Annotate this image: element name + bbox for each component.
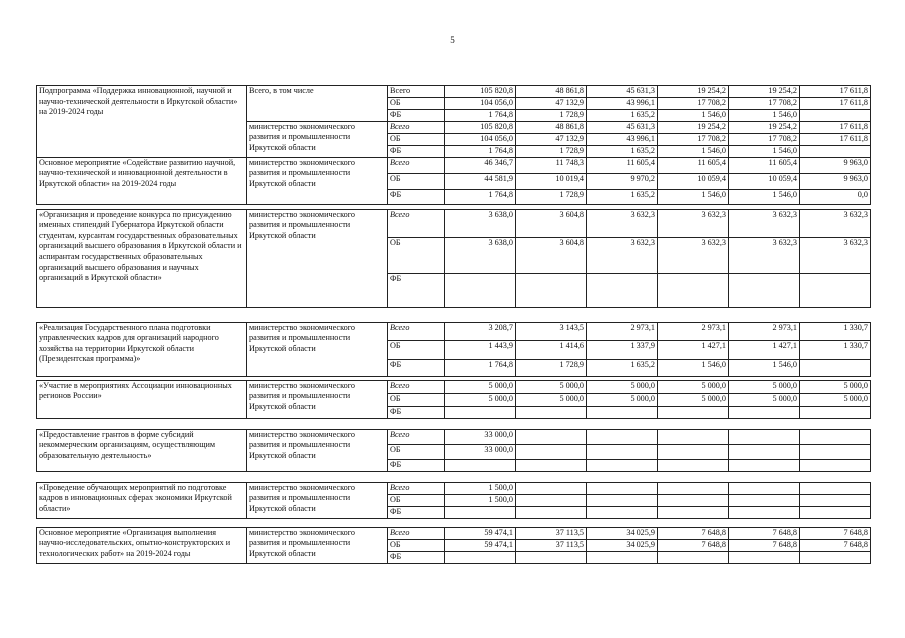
source-ob-label: ОБ bbox=[388, 444, 445, 459]
funding-value: 5 000,0 bbox=[658, 380, 729, 393]
funding-value: 3 208,7 bbox=[445, 322, 516, 340]
funding-value: 1 764,8 bbox=[445, 359, 516, 376]
funding-value bbox=[516, 494, 587, 506]
funding-value: 3 604,8 bbox=[516, 237, 587, 273]
funding-value: 37 113,5 bbox=[516, 539, 587, 551]
funding-value: 1 546,0 bbox=[729, 110, 800, 122]
funding-value: 17 611,8 bbox=[800, 98, 871, 110]
source-ob-label: ОБ bbox=[388, 237, 445, 273]
funding-value: 19 254,2 bbox=[729, 86, 800, 98]
funding-value bbox=[587, 444, 658, 459]
source-fb-label: ФБ bbox=[388, 359, 445, 376]
table-row bbox=[37, 482, 871, 494]
funding-value: 3 632,3 bbox=[587, 209, 658, 237]
funding-value bbox=[445, 406, 516, 418]
funding-value: 0,0 bbox=[800, 189, 871, 204]
program-name: «Реализация Государственного плана подготовки управленческих кадров для организаций народного хозяйства на территории Иркутской области (Президентская программа)» bbox=[37, 322, 247, 376]
funding-value bbox=[516, 429, 587, 444]
funding-value: 3 632,3 bbox=[658, 209, 729, 237]
funding-value: 5 000,0 bbox=[729, 380, 800, 393]
funding-value: 37 113,5 bbox=[516, 527, 587, 539]
funding-value: 48 861,8 bbox=[516, 86, 587, 98]
table-row bbox=[37, 209, 871, 237]
table-spacer-row bbox=[37, 471, 871, 482]
funding-value bbox=[658, 482, 729, 494]
source-ob-label: ОБ bbox=[388, 173, 445, 189]
source-total-label: Всего bbox=[388, 121, 445, 133]
funding-value bbox=[445, 551, 516, 563]
funding-value: 1 546,0 bbox=[658, 189, 729, 204]
funding-value: 1 427,1 bbox=[658, 340, 729, 359]
funding-value: 1 500,0 bbox=[445, 482, 516, 494]
funding-value: 5 000,0 bbox=[587, 393, 658, 406]
funding-value: 7 648,8 bbox=[729, 539, 800, 551]
source-ob-label: ОБ bbox=[388, 393, 445, 406]
source-fb-label: ФБ bbox=[388, 145, 445, 157]
funding-value: 1 427,1 bbox=[729, 340, 800, 359]
funding-value bbox=[800, 406, 871, 418]
executor-name: министерство экономического развития и промышленности Иркутской области bbox=[247, 157, 388, 204]
funding-value bbox=[800, 506, 871, 518]
funding-value: 2 973,1 bbox=[729, 322, 800, 340]
funding-value: 33 000,0 bbox=[445, 429, 516, 444]
funding-value: 1 330,7 bbox=[800, 322, 871, 340]
funding-value: 2 973,1 bbox=[658, 322, 729, 340]
source-total-label: Всего bbox=[388, 482, 445, 494]
funding-value bbox=[658, 459, 729, 471]
table-spacer-cell bbox=[37, 518, 871, 527]
funding-value bbox=[516, 406, 587, 418]
funding-value: 1 728,9 bbox=[516, 189, 587, 204]
funding-value: 5 000,0 bbox=[729, 393, 800, 406]
source-ob-label: ОБ bbox=[388, 98, 445, 110]
funding-value: 1 500,0 bbox=[445, 494, 516, 506]
funding-value bbox=[729, 494, 800, 506]
funding-value bbox=[658, 551, 729, 563]
funding-value: 5 000,0 bbox=[516, 393, 587, 406]
funding-value bbox=[800, 459, 871, 471]
funding-value bbox=[516, 506, 587, 518]
funding-value: 48 861,8 bbox=[516, 121, 587, 133]
funding-value: 17 611,8 bbox=[800, 133, 871, 145]
funding-value: 1 764,8 bbox=[445, 110, 516, 122]
executor-name: министерство экономического развития и промышленности Иркутской области bbox=[247, 429, 388, 471]
funding-value: 3 604,8 bbox=[516, 209, 587, 237]
executor-name: Всего, в том числе bbox=[247, 86, 388, 122]
funding-value: 43 996,1 bbox=[587, 98, 658, 110]
funding-value bbox=[800, 444, 871, 459]
table-spacer-cell bbox=[37, 418, 871, 429]
funding-value: 46 346,7 bbox=[445, 157, 516, 173]
funding-value bbox=[516, 551, 587, 563]
funding-value bbox=[587, 482, 658, 494]
funding-value: 1 635,2 bbox=[587, 145, 658, 157]
funding-value bbox=[587, 551, 658, 563]
funding-value: 1 764,8 bbox=[445, 145, 516, 157]
executor-name: министерство экономического развития и промышленности Иркутской области bbox=[247, 380, 388, 418]
funding-value bbox=[516, 273, 587, 307]
funding-value bbox=[658, 273, 729, 307]
table-row bbox=[37, 429, 871, 444]
funding-value: 5 000,0 bbox=[800, 393, 871, 406]
funding-value: 3 143,5 bbox=[516, 322, 587, 340]
source-total-label: Всего bbox=[388, 527, 445, 539]
table-row bbox=[37, 527, 871, 539]
executor-name: министерство экономического развития и промышленности Иркутской области bbox=[247, 322, 388, 376]
source-total-label: Всего bbox=[388, 322, 445, 340]
funding-value: 7 648,8 bbox=[658, 527, 729, 539]
table-row bbox=[37, 86, 871, 98]
funding-value: 1 728,9 bbox=[516, 110, 587, 122]
source-ob-label: ОБ bbox=[388, 133, 445, 145]
funding-value bbox=[658, 444, 729, 459]
funding-value: 3 632,3 bbox=[800, 237, 871, 273]
funding-value: 9 970,2 bbox=[587, 173, 658, 189]
funding-value bbox=[800, 145, 871, 157]
executor-name: министерство экономического развития и промышленности Иркутской области bbox=[247, 527, 388, 563]
source-total-label: Всего bbox=[388, 157, 445, 173]
program-name: «Предоставление грантов в форме субсидий некоммерческим организациям, осуществляющим образовательную деятельность» bbox=[37, 429, 247, 471]
funding-value bbox=[587, 273, 658, 307]
funding-value: 9 963,0 bbox=[800, 173, 871, 189]
funding-value bbox=[587, 429, 658, 444]
funding-value: 59 474,1 bbox=[445, 539, 516, 551]
funding-value: 1 764,8 bbox=[445, 189, 516, 204]
funding-value: 17 708,2 bbox=[658, 133, 729, 145]
funding-value: 5 000,0 bbox=[445, 393, 516, 406]
funding-value: 105 820,8 bbox=[445, 121, 516, 133]
funding-value: 7 648,8 bbox=[800, 527, 871, 539]
funding-value bbox=[800, 429, 871, 444]
funding-value: 3 638,0 bbox=[445, 209, 516, 237]
funding-value bbox=[729, 273, 800, 307]
funding-value: 17 611,8 bbox=[800, 121, 871, 133]
funding-value bbox=[729, 444, 800, 459]
funding-value: 105 820,8 bbox=[445, 86, 516, 98]
funding-value: 47 132,9 bbox=[516, 133, 587, 145]
source-total-label: Всего bbox=[388, 86, 445, 98]
funding-value: 11 605,4 bbox=[587, 157, 658, 173]
source-total-label: Всего bbox=[388, 429, 445, 444]
source-fb-label: ФБ bbox=[388, 189, 445, 204]
funding-value: 3 632,3 bbox=[587, 237, 658, 273]
funding-value: 17 708,2 bbox=[729, 98, 800, 110]
funding-value bbox=[800, 359, 871, 376]
program-name: «Проведение обучающих мероприятий по подготовке кадров в инновационных сферах экономики Иркутской области» bbox=[37, 482, 247, 518]
funding-value: 7 648,8 bbox=[800, 539, 871, 551]
funding-value: 7 648,8 bbox=[658, 539, 729, 551]
funding-value: 59 474,1 bbox=[445, 527, 516, 539]
funding-value: 1 635,2 bbox=[587, 110, 658, 122]
program-name: «Организация и проведение конкурса по присуждению именных стипендий Губернатора Иркутской области студентам, курсантам государственных образовательных организаций высшего образования в Иркутской области и аспирантам государственных образовательных организаций высшего образования и научных организаций в Иркутской области» bbox=[37, 209, 247, 307]
funding-value: 1 546,0 bbox=[658, 110, 729, 122]
funding-value: 1 337,9 bbox=[587, 340, 658, 359]
funding-value bbox=[658, 494, 729, 506]
program-name: «Участие в мероприятиях Ассоциации инновационных регионов России» bbox=[37, 380, 247, 418]
funding-value: 19 254,2 bbox=[658, 121, 729, 133]
program-name: Основное мероприятие «Организация выполнения научно-исследовательских, опытно-конструкторских и технологических работ» на 2019-2024 годы bbox=[37, 527, 247, 563]
funding-value: 33 000,0 bbox=[445, 444, 516, 459]
funding-value bbox=[658, 429, 729, 444]
funding-value bbox=[729, 551, 800, 563]
funding-value bbox=[587, 459, 658, 471]
source-ob-label: ОБ bbox=[388, 340, 445, 359]
source-ob-label: ОБ bbox=[388, 494, 445, 506]
funding-value bbox=[445, 506, 516, 518]
funding-value: 34 025,9 bbox=[587, 527, 658, 539]
funding-value bbox=[800, 110, 871, 122]
funding-value: 17 708,2 bbox=[729, 133, 800, 145]
source-fb-label: ФБ bbox=[388, 506, 445, 518]
funding-value: 10 059,4 bbox=[658, 173, 729, 189]
funding-value bbox=[729, 459, 800, 471]
funding-value: 1 546,0 bbox=[729, 359, 800, 376]
funding-value bbox=[729, 406, 800, 418]
funding-value bbox=[516, 459, 587, 471]
funding-value: 104 056,0 bbox=[445, 133, 516, 145]
funding-value: 1 546,0 bbox=[658, 145, 729, 157]
funding-value bbox=[587, 506, 658, 518]
funding-value: 3 632,3 bbox=[729, 209, 800, 237]
funding-value: 1 635,2 bbox=[587, 189, 658, 204]
funding-value: 9 963,0 bbox=[800, 157, 871, 173]
funding-value bbox=[800, 273, 871, 307]
budget-table bbox=[36, 85, 871, 564]
source-fb-label: ФБ bbox=[388, 406, 445, 418]
funding-value: 3 632,3 bbox=[800, 209, 871, 237]
source-total-label: Всего bbox=[388, 209, 445, 237]
funding-value: 1 728,9 bbox=[516, 359, 587, 376]
table-row bbox=[37, 157, 871, 173]
funding-value: 7 648,8 bbox=[729, 527, 800, 539]
funding-value bbox=[729, 482, 800, 494]
funding-value: 2 973,1 bbox=[587, 322, 658, 340]
funding-value bbox=[516, 444, 587, 459]
program-name: Основное мероприятие «Содействие развитию научной, научно-технической и инновационной деятельности в Иркутской области» на 2019-2024 годы bbox=[37, 157, 247, 204]
funding-value: 1 546,0 bbox=[729, 145, 800, 157]
funding-value bbox=[800, 494, 871, 506]
funding-value: 3 638,0 bbox=[445, 237, 516, 273]
page-number: 5 bbox=[450, 35, 455, 45]
funding-value: 1 330,7 bbox=[800, 340, 871, 359]
table-spacer-row bbox=[37, 307, 871, 322]
table-spacer-row bbox=[37, 418, 871, 429]
source-fb-label: ФБ bbox=[388, 110, 445, 122]
funding-value: 43 996,1 bbox=[587, 133, 658, 145]
funding-value: 1 635,2 bbox=[587, 359, 658, 376]
executor-name: министерство экономического развития и промышленности Иркутской области bbox=[247, 482, 388, 518]
table-spacer-cell bbox=[37, 471, 871, 482]
funding-value: 1 546,0 bbox=[729, 189, 800, 204]
funding-value: 3 632,3 bbox=[658, 237, 729, 273]
source-ob-label: ОБ bbox=[388, 539, 445, 551]
funding-value: 19 254,2 bbox=[658, 86, 729, 98]
table-spacer-cell bbox=[37, 307, 871, 322]
funding-value: 5 000,0 bbox=[587, 380, 658, 393]
funding-value: 1 546,0 bbox=[658, 359, 729, 376]
funding-value bbox=[658, 406, 729, 418]
table-spacer-row bbox=[37, 518, 871, 527]
funding-value: 17 611,8 bbox=[800, 86, 871, 98]
table-row bbox=[37, 380, 871, 393]
funding-value bbox=[445, 273, 516, 307]
funding-value: 11 605,4 bbox=[658, 157, 729, 173]
funding-value: 34 025,9 bbox=[587, 539, 658, 551]
funding-value: 5 000,0 bbox=[445, 380, 516, 393]
funding-value: 10 019,4 bbox=[516, 173, 587, 189]
funding-value: 1 414,6 bbox=[516, 340, 587, 359]
funding-value bbox=[800, 551, 871, 563]
funding-value: 5 000,0 bbox=[658, 393, 729, 406]
funding-value bbox=[587, 494, 658, 506]
funding-value: 11 605,4 bbox=[729, 157, 800, 173]
funding-value bbox=[445, 459, 516, 471]
funding-value: 19 254,2 bbox=[729, 121, 800, 133]
funding-value: 17 708,2 bbox=[658, 98, 729, 110]
funding-value: 5 000,0 bbox=[516, 380, 587, 393]
funding-value: 44 581,9 bbox=[445, 173, 516, 189]
source-fb-label: ФБ bbox=[388, 273, 445, 307]
funding-value bbox=[587, 406, 658, 418]
source-fb-label: ФБ bbox=[388, 551, 445, 563]
funding-value: 47 132,9 bbox=[516, 98, 587, 110]
funding-value: 45 631,3 bbox=[587, 121, 658, 133]
funding-value: 1 728,9 bbox=[516, 145, 587, 157]
funding-value: 45 631,3 bbox=[587, 86, 658, 98]
funding-value bbox=[516, 482, 587, 494]
funding-value: 10 059,4 bbox=[729, 173, 800, 189]
source-fb-label: ФБ bbox=[388, 459, 445, 471]
funding-value: 104 056,0 bbox=[445, 98, 516, 110]
funding-value: 5 000,0 bbox=[800, 380, 871, 393]
source-total-label: Всего bbox=[388, 380, 445, 393]
funding-value bbox=[658, 506, 729, 518]
table-row bbox=[37, 322, 871, 340]
funding-value bbox=[729, 506, 800, 518]
program-name: Подпрограмма «Поддержка инновационной, научной и научно-технической деятельности в Иркутской области» на 2019-2024 годы bbox=[37, 86, 247, 158]
funding-value: 3 632,3 bbox=[729, 237, 800, 273]
funding-value bbox=[800, 482, 871, 494]
funding-value: 11 748,3 bbox=[516, 157, 587, 173]
executor-name: министерство экономического развития и промышленности Иркутской области bbox=[247, 121, 388, 157]
funding-value bbox=[729, 429, 800, 444]
funding-value: 1 443,9 bbox=[445, 340, 516, 359]
executor-name: министерство экономического развития и промышленности Иркутской области bbox=[247, 209, 388, 307]
